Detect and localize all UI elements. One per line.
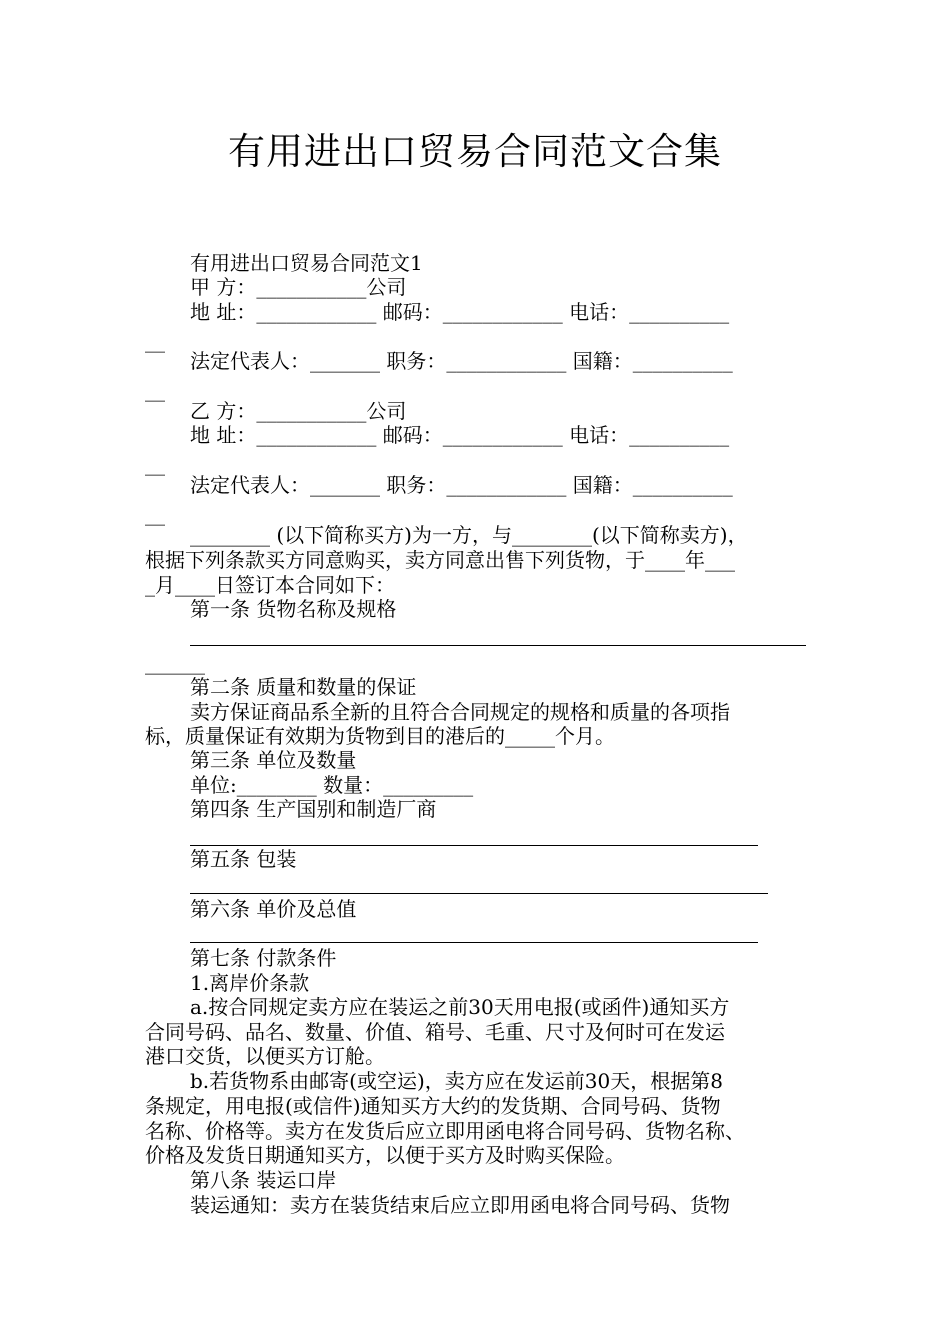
- article-5-blank-rule: [190, 893, 768, 894]
- article-8-paragraph-line: 装运通知：卖方在装货结束后应立即用函电将合同号码、货物: [190, 1193, 730, 1217]
- contract-heading: 有用进出口贸易合同范文1: [190, 251, 423, 275]
- article-6-blank-rule: [190, 942, 758, 943]
- article-3-heading: 第三条 单位及数量: [190, 748, 357, 772]
- party-b-representative-overflow: __: [145, 502, 165, 526]
- party-a-address-overflow: __: [145, 329, 165, 353]
- article-1-blank-overflow: ______: [145, 651, 205, 675]
- party-b-address-overflow: __: [145, 452, 165, 476]
- article-3-units-line: 单位:________ 数量：_________: [190, 773, 474, 797]
- article-7-paragraph-a-line: a.按合同规定卖方应在装运之前30天用电报(或函件)通知买方: [190, 995, 730, 1019]
- intro-paragraph-line: ________ (以下简称买方)为一方，与________(以下简称卖方)，: [190, 523, 748, 547]
- article-8-heading: 第八条 装运口岸: [190, 1168, 337, 1192]
- article-2-paragraph-line: 卖方保证商品系全新的且符合合同规定的规格和质量的各项指: [190, 700, 730, 724]
- article-7-heading: 第七条 付款条件: [190, 946, 337, 970]
- party-a-representative-overflow: __: [145, 378, 165, 402]
- article-7-paragraph-a-line: 港口交货，以便买方订舱。: [145, 1044, 385, 1068]
- party-b-address-line: 地 址：____________ 邮码：____________ 电话：__________: [190, 423, 730, 447]
- article-2-paragraph-line: 标，质量保证有效期为货物到目的港后的_____个月。: [145, 724, 615, 748]
- article-4-heading: 第四条 生产国别和制造厂商: [190, 797, 437, 821]
- article-1-heading: 第一条 货物名称及规格: [190, 597, 397, 621]
- article-7-paragraph-b-line: 条规定，用电报(或信件)通知买方大约的发货期、合同号码、货物: [145, 1094, 721, 1118]
- party-b-representative-line: 法定代表人：_______ 职务：____________ 国籍：__________: [190, 473, 733, 497]
- article-7-paragraph-b-line: 名称、价格等。卖方在发货后应立即用函电将合同号码、货物名称、: [145, 1119, 745, 1143]
- article-2-heading: 第二条 质量和数量的保证: [190, 675, 417, 699]
- article-5-heading: 第五条 包装: [190, 847, 297, 871]
- article-1-blank-rule: [190, 645, 806, 646]
- article-7-subheading: 1.离岸价条款: [190, 971, 310, 995]
- article-7-paragraph-b-line: b.若货物系由邮寄(或空运)，卖方应在发运前30天，根据第8: [190, 1069, 723, 1093]
- party-a-representative-line: 法定代表人：_______ 职务：____________ 国籍：__________: [190, 349, 733, 373]
- article-7-paragraph-a-line: 合同号码、品名、数量、价值、箱号、毛重、尺寸及何时可在发运: [145, 1020, 725, 1044]
- party-a-line: 甲 方：___________公司: [190, 275, 407, 299]
- intro-paragraph-line: 根据下列条款买方同意购买，卖方同意出售下列货物，于____年___: [145, 548, 735, 572]
- intro-paragraph-line: _月____日签订本合同如下：: [145, 573, 395, 597]
- party-a-address-line: 地 址：____________ 邮码：____________ 电话：__________: [190, 300, 730, 324]
- document-title: 有用进出口贸易合同范文合集: [228, 130, 722, 173]
- party-b-line: 乙 方：___________公司: [190, 399, 407, 423]
- article-7-paragraph-b-line: 价格及发货日期通知买方，以便于买方及时购买保险。: [145, 1143, 625, 1167]
- article-6-heading: 第六条 单价及总值: [190, 897, 357, 921]
